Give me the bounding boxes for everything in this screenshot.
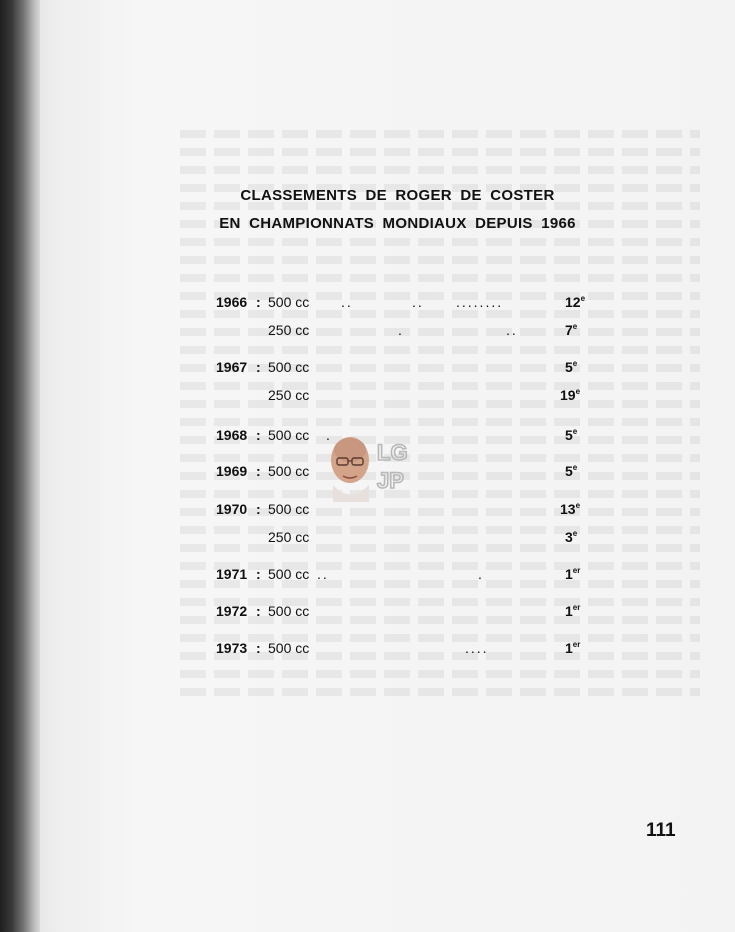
watermark-text-bottom: JP xyxy=(377,468,404,493)
placement: 1er xyxy=(565,566,581,582)
placement: 13e xyxy=(560,501,581,517)
leader-dots: . xyxy=(326,427,332,443)
ranking-row xyxy=(200,566,600,586)
page-title-line-2: EN CHAMPIONNATS MONDIAUX DEPUIS 1966 xyxy=(219,215,576,232)
year: 1973 xyxy=(216,640,248,656)
ranking-row xyxy=(200,501,600,521)
leader-dots: .... xyxy=(465,640,489,656)
ranking-row xyxy=(200,359,600,379)
leader-dots: ........ xyxy=(456,294,504,310)
leader-dots: . xyxy=(478,566,484,582)
separator: : xyxy=(256,427,261,443)
book-spine-shadow xyxy=(0,0,40,932)
engine-class: 250 cc xyxy=(268,387,310,403)
placement: 5e xyxy=(565,427,578,443)
leader-dots: .. xyxy=(412,294,424,310)
placement: 3e xyxy=(565,529,578,545)
year: 1969 xyxy=(216,463,248,479)
engine-class: 500 cc xyxy=(268,603,310,619)
leader-dots: .. xyxy=(506,322,518,338)
engine-class: 250 cc xyxy=(268,529,310,545)
ranking-row xyxy=(200,640,600,660)
separator: : xyxy=(256,294,261,310)
watermark-badge xyxy=(325,430,425,502)
year: 1967 xyxy=(216,359,248,375)
watermark-text-top: LG xyxy=(377,440,408,465)
ranking-row xyxy=(200,387,600,407)
year: 1970 xyxy=(216,501,248,517)
leader-dots: .. xyxy=(317,566,329,582)
engine-class: 500 cc xyxy=(268,294,310,310)
separator: : xyxy=(256,603,261,619)
separator: : xyxy=(256,640,261,656)
ranking-row xyxy=(200,603,600,623)
leader-dots: .. xyxy=(341,294,353,310)
page-number: 111 xyxy=(646,820,676,841)
year: 1966 xyxy=(216,294,248,310)
year: 1971 xyxy=(216,566,248,582)
separator: : xyxy=(256,501,261,517)
ranking-row xyxy=(200,322,600,342)
placement: 19e xyxy=(560,387,581,403)
engine-class: 500 cc xyxy=(268,566,310,582)
engine-class: 500 cc xyxy=(268,427,310,443)
engine-class: 250 cc xyxy=(268,322,310,338)
separator: : xyxy=(256,566,261,582)
engine-class: 500 cc xyxy=(268,501,310,517)
ranking-row xyxy=(200,529,600,549)
page-title-line-1: CLASSEMENTS DE ROGER DE COSTER xyxy=(240,187,555,204)
engine-class: 500 cc xyxy=(268,463,310,479)
engine-class: 500 cc xyxy=(268,640,310,656)
separator: : xyxy=(256,359,261,375)
portrait-icon xyxy=(331,437,369,502)
ranking-row xyxy=(200,294,600,314)
separator: : xyxy=(256,463,261,479)
placement: 5e xyxy=(565,359,578,375)
placement: 5e xyxy=(565,463,578,479)
year: 1972 xyxy=(216,603,248,619)
placement: 7e xyxy=(565,322,578,338)
placement: 12e xyxy=(565,294,586,310)
leader-dots: . xyxy=(398,322,404,338)
placement: 1er xyxy=(565,640,581,656)
year: 1968 xyxy=(216,427,248,443)
engine-class: 500 cc xyxy=(268,359,310,375)
placement: 1er xyxy=(565,603,581,619)
